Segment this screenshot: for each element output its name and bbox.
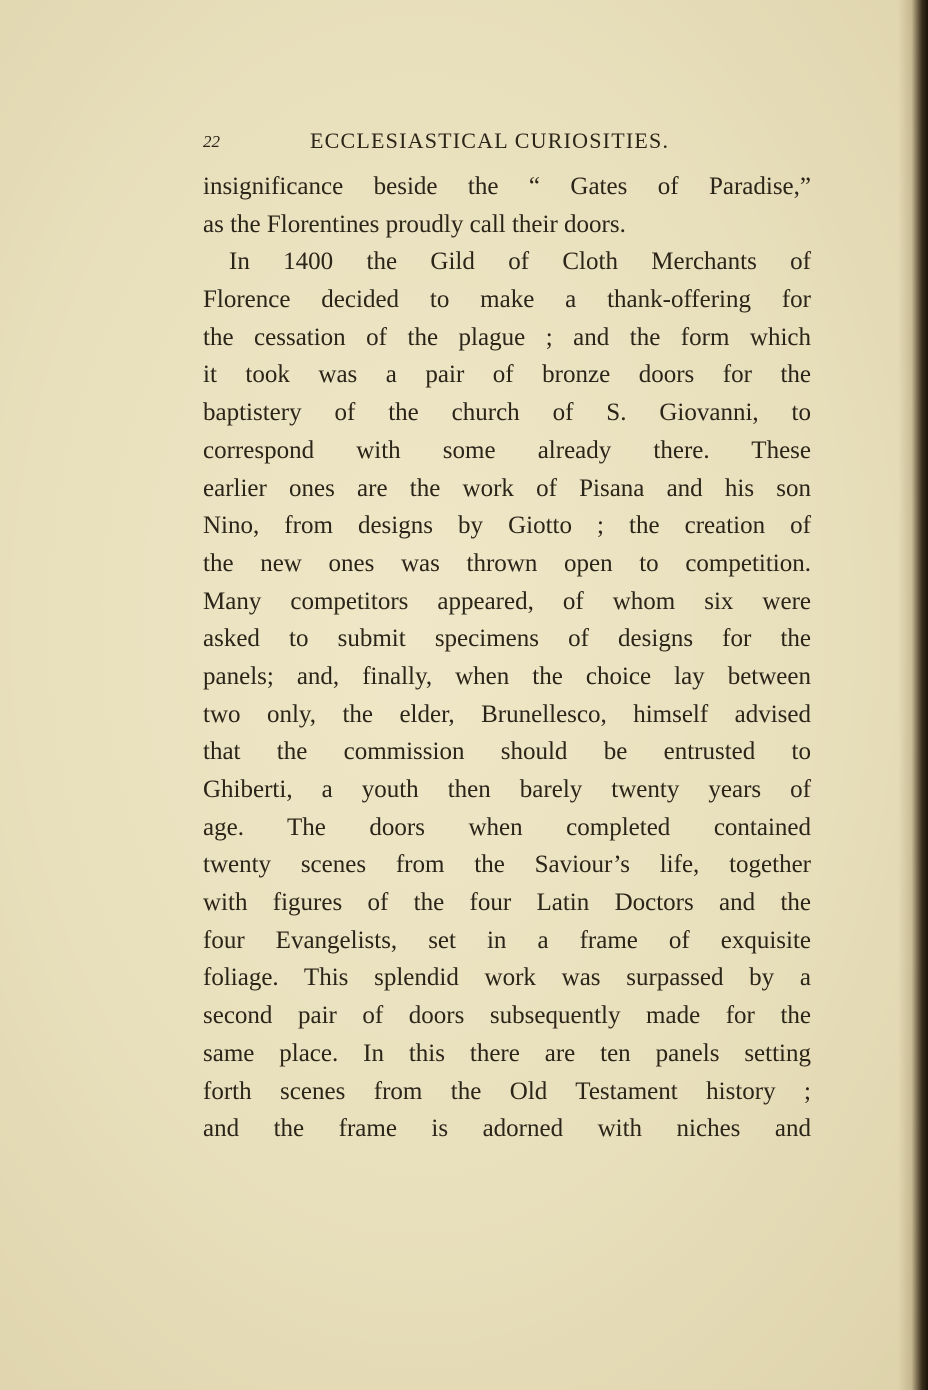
text-line: two only, the elder, Brunellesco, himself advised (203, 700, 811, 728)
text-line: In 1400 the Gild of Cloth Merchants of (229, 248, 811, 276)
text-line: the cessation of the plague ; and the form which (203, 323, 811, 351)
running-title: ECCLESIASTICAL CURIOSITIES. (310, 128, 670, 153)
text-line: Nino, from designs by Giotto ; the creation of (203, 512, 811, 540)
text-line: the new ones was thrown open to competition. (203, 549, 811, 577)
text-line: baptistery of the church of S. Giovanni, to (203, 399, 811, 427)
text-line: twenty scenes from the Saviour’s life, together (203, 851, 811, 879)
text-line: same place. In this there are ten panels setting (203, 1039, 811, 1067)
text-line: and the frame is adorned with niches and (203, 1115, 811, 1143)
text-line: Florence decided to make a thank-offering for (203, 286, 811, 314)
text-line: Ghiberti, a youth then barely twenty years of (203, 776, 811, 803)
text-line: forth scenes from the Old Testament history ; (203, 1077, 811, 1105)
running-head (203, 128, 803, 158)
text-line: with figures of the four Latin Doctors and the (203, 889, 811, 917)
text-line: earlier ones are the work of Pisana and his son (203, 474, 811, 502)
text-line: Many competitors appeared, of whom six were (203, 587, 811, 615)
text-line: age. The doors when completed contained (203, 813, 811, 841)
text-line: foliage. This splendid work was surpassed by a (203, 964, 811, 992)
text-line: correspond with some already there. These (203, 436, 811, 464)
body-text (203, 168, 811, 1148)
text-line: insignificance beside the “ Gates of Paradise,” (203, 173, 811, 200)
text-line: that the commission should be entrusted to (203, 738, 811, 766)
text-line: asked to submit specimens of designs for the (203, 625, 811, 653)
text-line: as the Florentines proudly call their doors. (203, 210, 626, 238)
text-line: second pair of doors subsequently made for the (203, 1002, 811, 1030)
text-line: it took was a pair of bronze doors for the (203, 361, 811, 389)
text-line: four Evangelists, set in a frame of exquisite (203, 926, 811, 954)
book-spine-shadow (898, 0, 928, 1390)
text-line: panels; and, finally, when the choice lay between (203, 662, 811, 690)
page-number: 22 (203, 132, 220, 151)
